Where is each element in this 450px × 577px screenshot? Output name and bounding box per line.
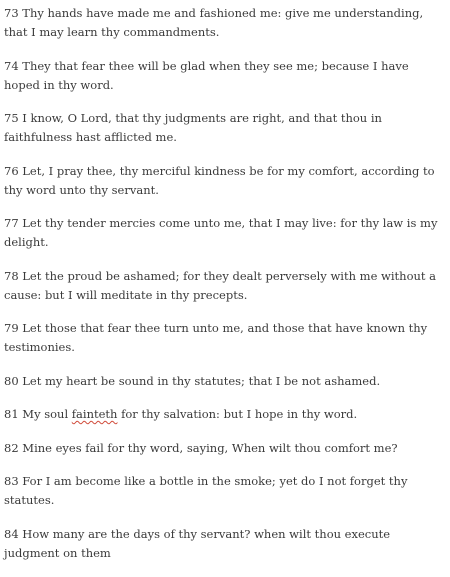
verse-text: Let my heart be sound in thy statutes; that I be not ashamed. bbox=[22, 373, 381, 388]
verse-text: Thy hands have made me and fashioned me: give me understanding, that I may learn thy commandments. bbox=[4, 6, 424, 39]
verse-text: I know, O Lord, that thy judgments are right, and that thou in faithfulness hast afflicted me. bbox=[4, 111, 382, 144]
verse-81 bbox=[4, 405, 444, 424]
verse-number: 79 bbox=[4, 321, 19, 335]
verse-82 bbox=[4, 439, 444, 458]
verse-80 bbox=[4, 372, 444, 391]
verse-text: Mine eyes fail for thy word, saying, When wilt thou comfort me? bbox=[22, 440, 398, 455]
verse-74 bbox=[4, 57, 444, 95]
verse-number: 83 bbox=[4, 474, 19, 488]
verse-number: 80 bbox=[4, 373, 19, 388]
verse-number: 76 bbox=[4, 163, 19, 178]
verse-text: They that fear thee will be glad when they see me; because I have hoped in thy word. bbox=[4, 58, 409, 92]
verse-text-end: for thy salvation: but I hope in thy word. bbox=[117, 407, 358, 421]
verse-75 bbox=[4, 109, 444, 147]
verse-text: Let thy tender mercies come unto me, that I may live: for thy law is my delight. bbox=[4, 216, 438, 249]
verse-number: 75 bbox=[4, 111, 19, 125]
verse-text-start: My soul bbox=[22, 407, 72, 421]
verse-79 bbox=[4, 319, 444, 357]
verse-number: 84 bbox=[4, 526, 19, 541]
verse-76 bbox=[4, 162, 444, 200]
document-body bbox=[4, 0, 444, 577]
verse-number: 82 bbox=[4, 440, 19, 455]
verse-73 bbox=[4, 4, 444, 42]
verse-text: How many are the days of thy servant? when wilt thou execute judgment on them bbox=[4, 526, 391, 560]
verse-78 bbox=[4, 267, 444, 305]
verse-number: 74 bbox=[4, 58, 19, 73]
verse-77 bbox=[4, 214, 444, 252]
verse-text: For I am become like a bottle in the smoke; yet do I not forget thy statutes. bbox=[4, 474, 408, 507]
verse-text: Let the proud be ashamed; for they dealt perversely with me without a cause: but I will meditate in thy precepts. bbox=[4, 268, 437, 302]
verse-number: 81 bbox=[4, 407, 19, 421]
verse-number: 73 bbox=[4, 6, 19, 20]
verse-number: 77 bbox=[4, 216, 19, 230]
verse-text: Let those that fear thee turn unto me, and those that have known thy testimonies. bbox=[4, 321, 428, 354]
verse-text: Let, I pray thee, thy merciful kindness be for my comfort, according to thy word unto thy servant. bbox=[4, 163, 435, 197]
spellcheck-flagged-word[interactable]: fainteth bbox=[71, 407, 118, 421]
verse-number: 78 bbox=[4, 268, 19, 283]
verse-83 bbox=[4, 472, 444, 510]
verse-84 bbox=[4, 525, 444, 563]
